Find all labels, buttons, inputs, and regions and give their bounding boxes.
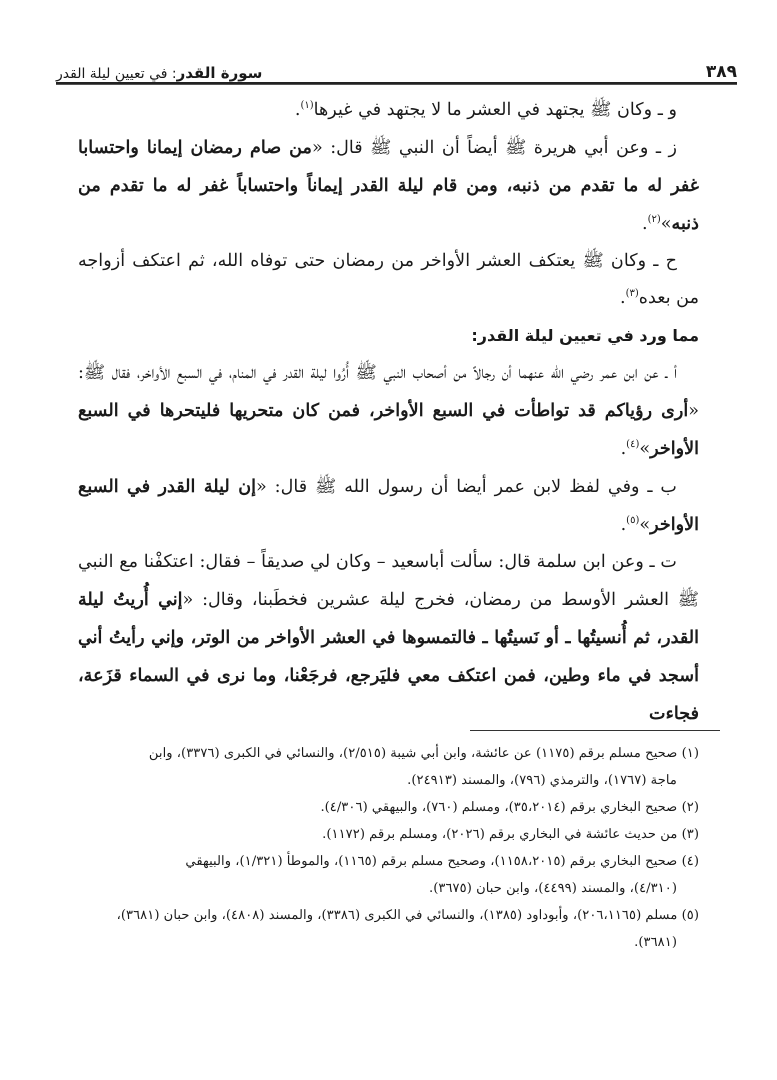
running-title-rest: : في تعيين ليلة القدر bbox=[56, 66, 177, 82]
paragraph-ha bbox=[78, 243, 699, 317]
footnote-4 bbox=[78, 848, 699, 875]
hadith-quote: إن ليلة القدر في السبع الأواخر bbox=[78, 476, 699, 535]
footnote-text: صحيح مسلم برقم (١١٧٥) عن عائشة، وابن أبي شيبة (٢/٥١٥)، والنسائي في الكبرى (٣٣٧٦)، وابن bbox=[148, 746, 678, 761]
footnote-number: (١) bbox=[681, 746, 699, 761]
quote-mark: » bbox=[639, 439, 651, 459]
punctuation: . bbox=[294, 100, 301, 120]
footnotes bbox=[78, 740, 699, 956]
paragraph-text: ت ـ وعن ابن سلمة قال: سألت أباسعيد – وكان لي صديقاً – فقال: اعتكفْنا مع النبي ﷺ العشر الأوسط من رمضان، فخرج ليلة عشرين فخطَبنا، وقال: « bbox=[78, 552, 699, 610]
footnote-ref[interactable]: (٤) bbox=[626, 439, 640, 451]
footnote-3 bbox=[78, 821, 699, 848]
footnote-separator bbox=[470, 730, 720, 731]
footnote-1-continued bbox=[78, 767, 699, 794]
running-header bbox=[56, 56, 737, 82]
page-number: ٣٨٩ bbox=[705, 62, 737, 82]
paragraph-text: ز ـ وعن أبي هريرة ﷺ أيضاً أن النبي ﷺ قال: « bbox=[311, 138, 677, 158]
footnote-text: مسلم (٢٠٦،١١٦٥)، وأبوداود (١٣٨٥)، والنسائي في الكبرى (٣٣٨٦)، والمسند (٤٨٠٨)، وابن حبان (٣٦٨١)، bbox=[116, 908, 678, 923]
section-heading bbox=[78, 317, 699, 355]
footnote-text: صحيح البخاري برقم (٣٥،٢٠١٤)، ومسلم (٧٦٠)، والبيهقي (٤/٣٠٦). bbox=[320, 800, 678, 815]
hadith-quote: أرى رؤياكم قد تواطأت في السبع الأواخر، فمن كان متحريها فليتحرها في السبع الأواخر bbox=[78, 400, 699, 459]
paragraph-waw bbox=[78, 92, 699, 129]
footnote-text: من حديث عائشة في البخاري برقم (٢٠٢٦)، ومسلم برقم (١١٧٢). bbox=[322, 827, 678, 842]
heading-text: مما ورد في تعيين ليلة القدر: bbox=[471, 326, 699, 345]
footnote-number: (٤) bbox=[681, 854, 699, 869]
paragraph-text: و ـ وكان ﷺ يجتهد في العشر ما لا يجتهد في غيرها bbox=[313, 100, 677, 120]
footnote-ref[interactable]: (٥) bbox=[626, 515, 640, 527]
paragraph-text: أ ـ عن ابن عمر رضي الله عنهما أن رجالاً من أصحاب النبي ﷺ أُرُوا ليلة القدر في المنام، في السبع الأواخر، فقال ﷺ: « bbox=[78, 363, 699, 421]
punctuation: . bbox=[619, 288, 626, 308]
main-text bbox=[78, 92, 699, 733]
footnote-4-continued bbox=[78, 875, 699, 902]
footnote-text: (٣٦٨١). bbox=[634, 935, 677, 950]
surah-name: سورة القدر bbox=[176, 64, 263, 82]
paragraph-ba bbox=[78, 468, 699, 544]
quote-mark: » bbox=[639, 515, 651, 535]
paragraph-text: ب ـ وفي لفظ لابن عمر أيضا أن رسول الله ﷺ قال: « bbox=[256, 477, 677, 497]
footnote-ref[interactable]: (٢) bbox=[647, 214, 661, 226]
punctuation: . bbox=[620, 439, 627, 459]
paragraph-ta bbox=[78, 544, 699, 733]
footnote-text: (٤/٣١٠)، والمسند (٤٤٩٩)، وابن حبان (٣٦٧٥). bbox=[429, 881, 677, 896]
header-rule bbox=[56, 82, 737, 85]
footnote-text: صحيح البخاري برقم (١١٥٨،٢٠١٥)، وصحيح مسلم برقم (١١٦٥)، والموطأ (١/٣٢١)، والبيهقي bbox=[185, 854, 678, 869]
footnote-5 bbox=[78, 902, 699, 929]
footnote-number: (٢) bbox=[681, 800, 699, 815]
paragraph-alif bbox=[78, 355, 699, 468]
footnote-number: (٣) bbox=[681, 827, 699, 842]
punctuation: . bbox=[641, 214, 648, 234]
hadith-quote: إني أُريتُ ليلة القدر، ثم أُنسيتُها ـ أو نَسيتُها ـ فالتمسوها في العشر الأواخر من الوتر، وإني رأيتُ أني أسجد في ماء وطين، فمن اعتكف معي فليَرجع، فرجَعْنا، وما نرى في السماء قزَعة، فجاءت bbox=[78, 589, 699, 724]
footnote-5-continued bbox=[78, 929, 699, 956]
footnote-number: (٥) bbox=[681, 908, 699, 923]
hadith-quote: من صام رمضان إيمانا واحتسابا غفر له ما تقدم من ذنبه، ومن قام ليلة القدر إيماناً واحتساباً غفر له ما تقدم من ذنبه bbox=[78, 137, 699, 234]
footnote-2 bbox=[78, 794, 699, 821]
paragraph-text: ح ـ وكان ﷺ يعتكف العشر الأواخر من رمضان حتى توفاه الله، ثم اعتكف أزواجه من بعده bbox=[78, 251, 699, 308]
paragraph-zay bbox=[78, 129, 699, 243]
punctuation: . bbox=[620, 515, 627, 535]
footnote-1 bbox=[78, 740, 699, 767]
footnote-text: ماجة (١٧٦٧)، والترمذي (٧٩٦)، والمسند (٢٤٩١٣). bbox=[407, 773, 677, 788]
running-title bbox=[56, 64, 262, 82]
footnote-ref[interactable]: (٣) bbox=[625, 288, 639, 300]
quote-mark: » bbox=[660, 214, 672, 234]
footnote-ref[interactable]: (١) bbox=[300, 100, 314, 112]
